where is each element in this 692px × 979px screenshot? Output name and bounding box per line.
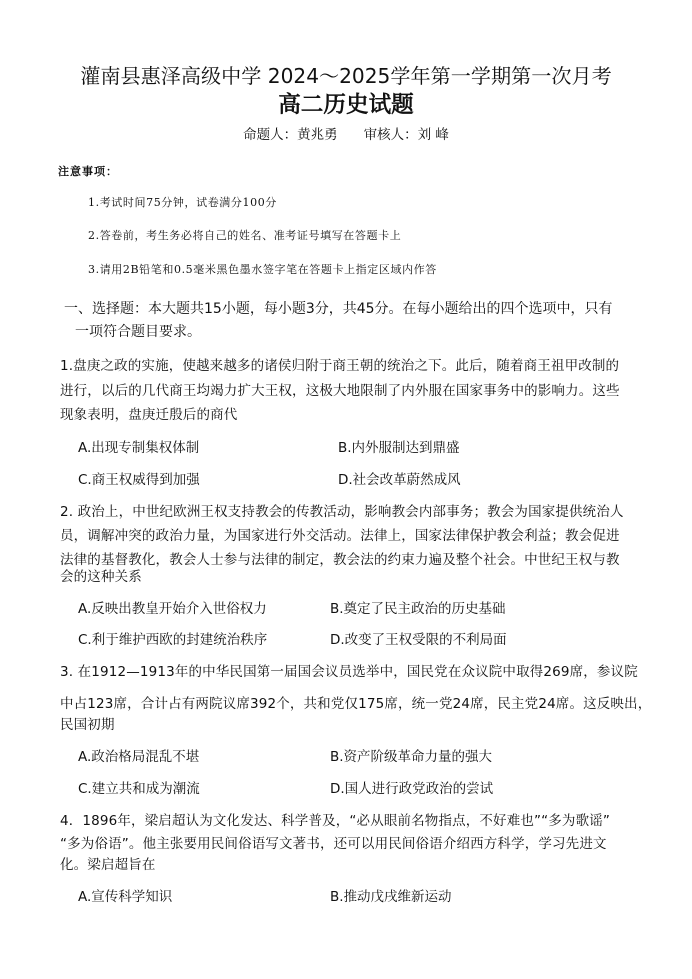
- question-2-option-a: A.反映出教皇开始介入世俗权力: [78, 601, 267, 617]
- question-4-text: “多为俗语”。他主张要用民间俗语写文著书，还可以用民间俗语介绍西方科学，学习先进文: [60, 836, 607, 852]
- question-4-option-a: A.宣传科学知识: [78, 889, 173, 905]
- question-1-option-b: B.内外服制达到鼎盛: [338, 440, 460, 456]
- question-2-text: 法律的基督教化，教会人士参与法律的制定，教会法的约束力遍及整个社会。中世纪王权与教: [60, 552, 620, 568]
- question-1-text: 现象表明，盘庚迁殷后的商代: [60, 407, 238, 423]
- paper-title: 高二历史试题: [278, 92, 414, 118]
- section-instruction: 一项符合题目要求。: [75, 324, 201, 340]
- author-line: [0, 123, 692, 143]
- question-2-option-b: B.奠定了民主政治的历史基础: [330, 601, 506, 617]
- notice-heading: 注意事项：: [58, 165, 118, 178]
- question-3-option-a: A.政治格局混乱不堪: [78, 749, 200, 765]
- question-4-text: 化。梁启超旨在: [60, 857, 156, 873]
- question-3-text: 民国初期: [60, 717, 115, 733]
- question-4-text: 4．1896年，梁启超认为文化发达、科学普及，“必从眼前名物指点，不好难也”“多为歌谣”: [60, 813, 611, 829]
- notice-item: 1.考试时间75分钟，试卷满分100分: [88, 196, 277, 209]
- school-exam-title: 灌南县惠泽高级中学 2024～2025学年第一学期第一次月考: [80, 64, 612, 88]
- question-3-option-c: C.建立共和成为潮流: [78, 781, 200, 797]
- question-2-text: 2. 政治上，中世纪欧洲王权支持教会的传教活动，影响教会内部事务；教会为国家提供统治人: [60, 504, 624, 520]
- question-2-option-c: C.利于维护西欧的封建统治秩序: [78, 632, 268, 648]
- question-1-text: 1.盘庚之政的实施，使越来越多的诸侯归附于商王朝的统治之下。此后，随着商王祖甲改制的: [60, 358, 620, 374]
- question-3-text: 中占123席，合计占有两院议席392个，共和党仅175席，统一党24席，民主党24席。这反映出，: [60, 696, 652, 712]
- notice-item: 2.答卷前，考生务必将自己的姓名、准考证号填写在答题卡上: [88, 229, 402, 242]
- question-1-option-c: C.商王权威得到加强: [78, 472, 200, 488]
- question-1-option-d: D.社会改革蔚然成风: [338, 472, 461, 488]
- question-3-option-d: D.国人进行政党政治的尝试: [330, 781, 494, 797]
- section-instruction: 一、选择题：本大题共15小题，每小题3分，共45分。在每小题给出的四个选项中，只有: [64, 301, 613, 317]
- question-1-text: 进行，以后的几代商王均竭力扩大王权，这极大地限制了内外服在国家事务中的影响力。这些: [60, 383, 620, 399]
- reviewer-name: 审核人：刘 峰: [363, 127, 449, 143]
- question-3-option-b: B.资产阶级革命力量的强大: [330, 749, 493, 765]
- setter-name: 命题人：黄兆勇: [243, 127, 338, 143]
- question-2-option-d: D.改变了王权受限的不利局面: [330, 632, 507, 648]
- question-1-option-a: A.出现专制集权体制: [78, 440, 200, 456]
- question-2-text: 会的这种关系: [60, 569, 142, 585]
- question-3-text: 3. 在1912—1913年的中华民国第一届国会议员选举中，国民党在众议院中取得269席，参议院: [60, 664, 638, 680]
- notice-item: 3.请用2B铅笔和0.5毫米黑色墨水签字笔在答题卡上指定区域内作答: [88, 263, 437, 276]
- question-2-text: 员，调解冲突的政治力量，为国家进行外交活动。法律上，国家法律保护教会利益；教会促进: [60, 528, 620, 544]
- question-4-option-b: B.推动戊戌维新运动: [330, 889, 452, 905]
